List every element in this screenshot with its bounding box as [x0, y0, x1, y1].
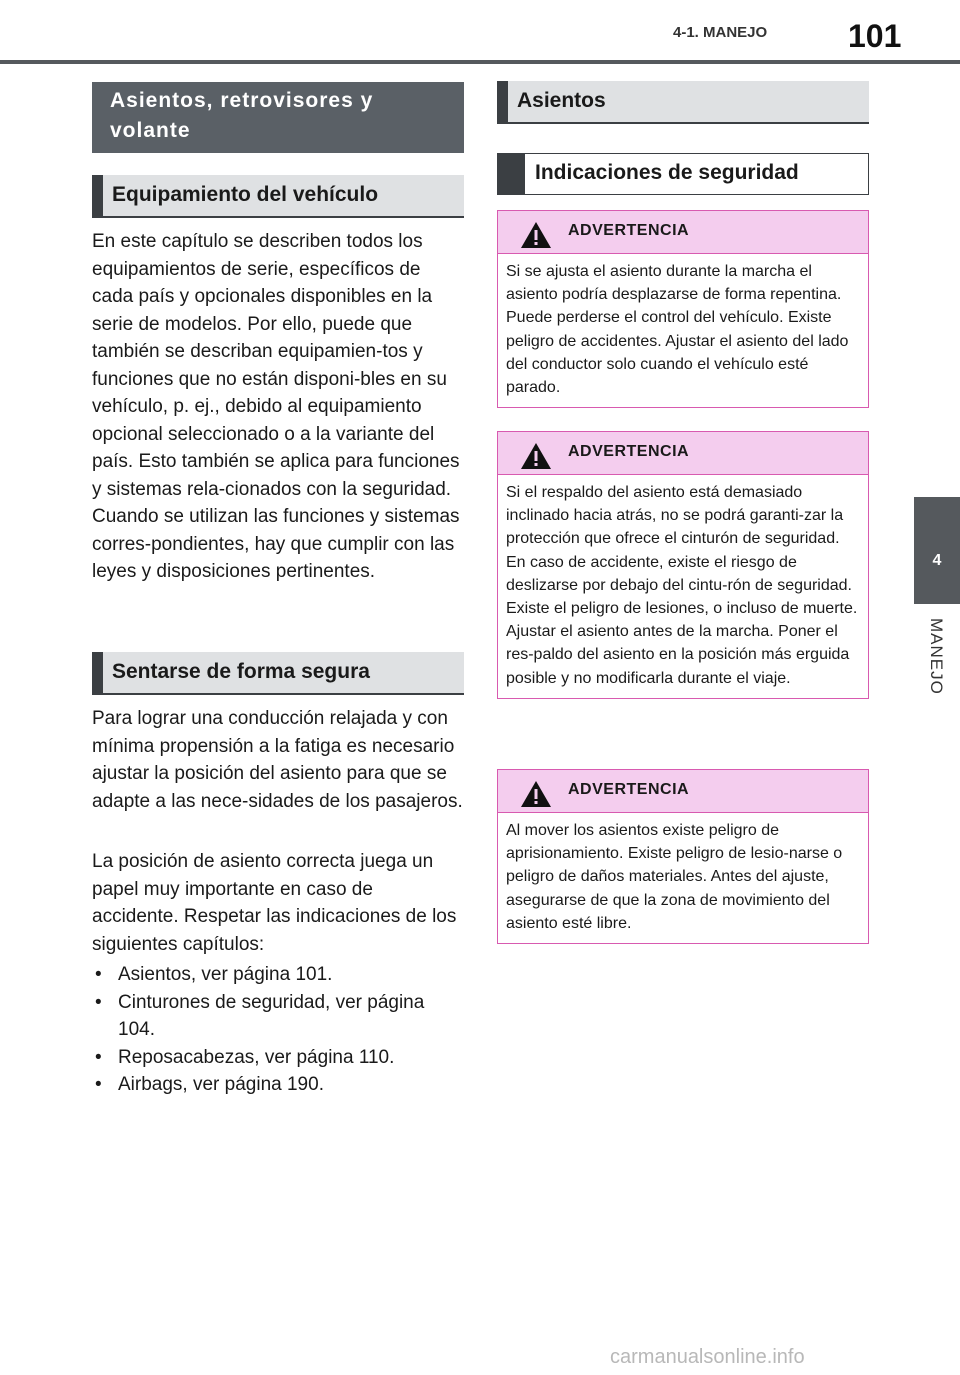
section-heading-seating: Sentarse de forma segura: [92, 652, 464, 695]
seating-paragraph-2: La posición de asiento correcta juega un papel muy importante en caso de accidente. Respetar las indicaciones de los siguientes capítulos:: [92, 851, 457, 955]
list-item: • Cinturones de seguridad, ver página 104.: [92, 989, 464, 1044]
section-heading-equipment: Equipamiento del vehículo: [92, 175, 464, 218]
reference-list: [92, 961, 464, 1099]
warning-header: [498, 770, 868, 813]
warning-text: Al mover los asientos existe peligro de aprisionamiento. Existe peligro de lesio-narse o peligro de daños materiales. Antes del ajuste, asegurarse de que la zona de movimiento del asiento esté libre.: [506, 822, 843, 932]
list-item: • Airbags, ver página 190.: [92, 1071, 464, 1099]
warning-title: ADVERTENCIA: [568, 781, 690, 798]
chapter-tab-label: MANEJO: [927, 618, 946, 695]
warning-text: Si el respaldo del asiento está demasiado inclinado hacia atrás, no se podrá garanti-zar la protección que ofrece el cinturón de seguridad. En caso de accidente, existe el riesgo de deslizarse por debajo del cintu-rón de seguridad. Existe el peligro de lesiones, o incluso de muerte. Ajustar el asiento antes de la marcha. Poner el res-paldo del asiento en la posición más erguida posible y no modificarla durante el viaje.: [506, 484, 858, 687]
warning-triangle-icon: [520, 780, 552, 808]
list-item: • Asientos, ver página 101.: [92, 961, 464, 989]
chapter-tab-number: 4: [932, 552, 942, 569]
warning-box: [497, 210, 869, 408]
warning-triangle-icon: [520, 221, 552, 249]
warning-triangle-icon: [520, 442, 552, 470]
warning-text: Si se ajusta el asiento durante la marcha el asiento podría desplazarse de forma repentina. Puede perderse el control del vehículo. Existe peligro de accidentes. Ajustar el asiento del lado del conductor solo cuando el vehículo esté parado.: [506, 263, 849, 397]
warning-box: [497, 769, 869, 944]
warning-title: ADVERTENCIA: [568, 443, 690, 460]
list-item: • Reposacabezas, ver página 110.: [92, 1044, 464, 1072]
watermark: carmanualsonline.info: [610, 1346, 805, 1368]
warning-header: [498, 211, 868, 254]
page-number: 101: [848, 18, 902, 54]
warning-header: [498, 432, 868, 475]
header-rule: [0, 60, 960, 64]
warning-box: [497, 431, 869, 699]
seating-paragraph-1: Para lograr una conducción relajada y con mínima propensión a la fatiga es necesario ajustar la posición del asiento para que se adapte a las nece-sidades de los pasajeros.: [92, 708, 463, 812]
equipment-paragraph: En este capítulo se describen todos los equipamientos de serie, específicos de cada país y opcionales disponibles en la serie de modelos. Por ello, puede que también se describan equipamien-tos y funciones que no están disponi-bles en su vehículo, p. ej., debido al equipamiento opcional seleccionado o a la variante del país. Esto también se aplica para funciones y sistemas rela-cionados con la seguridad. Cuando se utilizan las funciones y sistemas corres-pondientes, hay que cumplir con las leyes y disposiciones pertinentes.: [92, 231, 460, 582]
section-heading-seats: Asientos: [497, 81, 869, 124]
chapter-title: Asientos, retrovisores y volante: [92, 82, 464, 153]
warning-title: ADVERTENCIA: [568, 222, 690, 239]
running-header-section: 4-1. MANEJO: [673, 24, 768, 41]
chapter-tab: [914, 497, 960, 604]
subheading-safety: Indicaciones de seguridad: [497, 153, 869, 195]
